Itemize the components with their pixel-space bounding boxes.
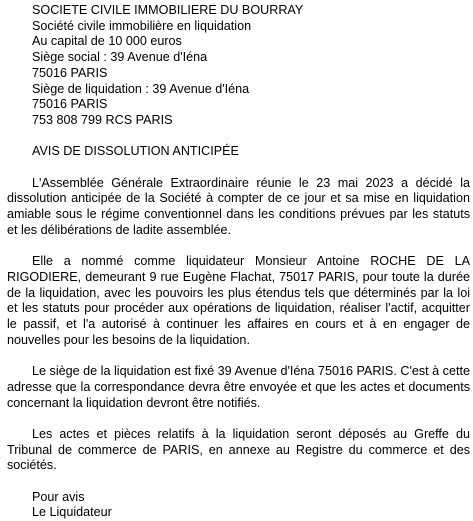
liquidation-office-city: 75016 PARIS xyxy=(32,97,108,112)
signoff-closing: Pour avis xyxy=(32,489,85,504)
paragraph-filing: Les actes et pièces relatifs à la liquidation seront déposés au Greffe du Tribunal de commerce de PARIS, en annexe au Registre du commerce et des sociétés. xyxy=(7,426,470,473)
paragraph-liquidator: Elle a nommé comme liquidateur Monsieur Antoine ROCHE DE LA RIGODIERE, demeurant 9 rue Eugène Flachat, 75017 PARIS, pour toute la durée de la liquidation, avec les pouvoirs les plus étendus tels que déterminés par la loi et les statuts pour procéder aux opérations de liquidation, réaliser l'actif, acquitter le passif, et l'a autorisé à continuer les affaires en cours et à en engager de nouvelles pour les besoins de la liquidation. xyxy=(7,254,470,347)
paragraph-dissolution: L'Assemblée Générale Extraordinaire réunie le 23 mai 2023 a décidé la dissolution anticipée de la Société à compter de ce jour et sa mise en liquidation amiable sous le régime conventionnel dans les conditions prévues par les statuts et les délibérations de ladite assemblée. xyxy=(7,175,470,237)
paragraph-liquidation-office: Le siège de la liquidation est fixé 39 Avenue d'Iéna 75016 PARIS. C'est à cette adresse que la correspondance devra être envoyée et que les actes et documents concernant la liquidation devront être notifiés. xyxy=(7,364,470,410)
signoff xyxy=(7,490,470,521)
company-name: SOCIETE CIVILE IMMOBILIERE DU BOURRAY xyxy=(32,3,304,17)
company-capital: Au capital de 10 000 euros xyxy=(32,34,182,49)
legal-notice xyxy=(7,3,470,521)
registered-office: Siège social : 39 Avenue d'Iéna xyxy=(32,50,208,65)
liquidation-office: Siège de liquidation : 39 Avenue d'Iéna xyxy=(32,81,250,96)
registered-office-city: 75016 PARIS xyxy=(32,65,108,80)
rcs-number: 753 808 799 RCS PARIS xyxy=(32,112,173,127)
company-header xyxy=(7,3,470,129)
company-form: Société civile immobilière en liquidation xyxy=(32,18,252,33)
signoff-signatory: Le Liquidateur xyxy=(32,505,112,520)
notice-title: AVIS DE DISSOLUTION ANTICIPÉE xyxy=(32,144,239,159)
